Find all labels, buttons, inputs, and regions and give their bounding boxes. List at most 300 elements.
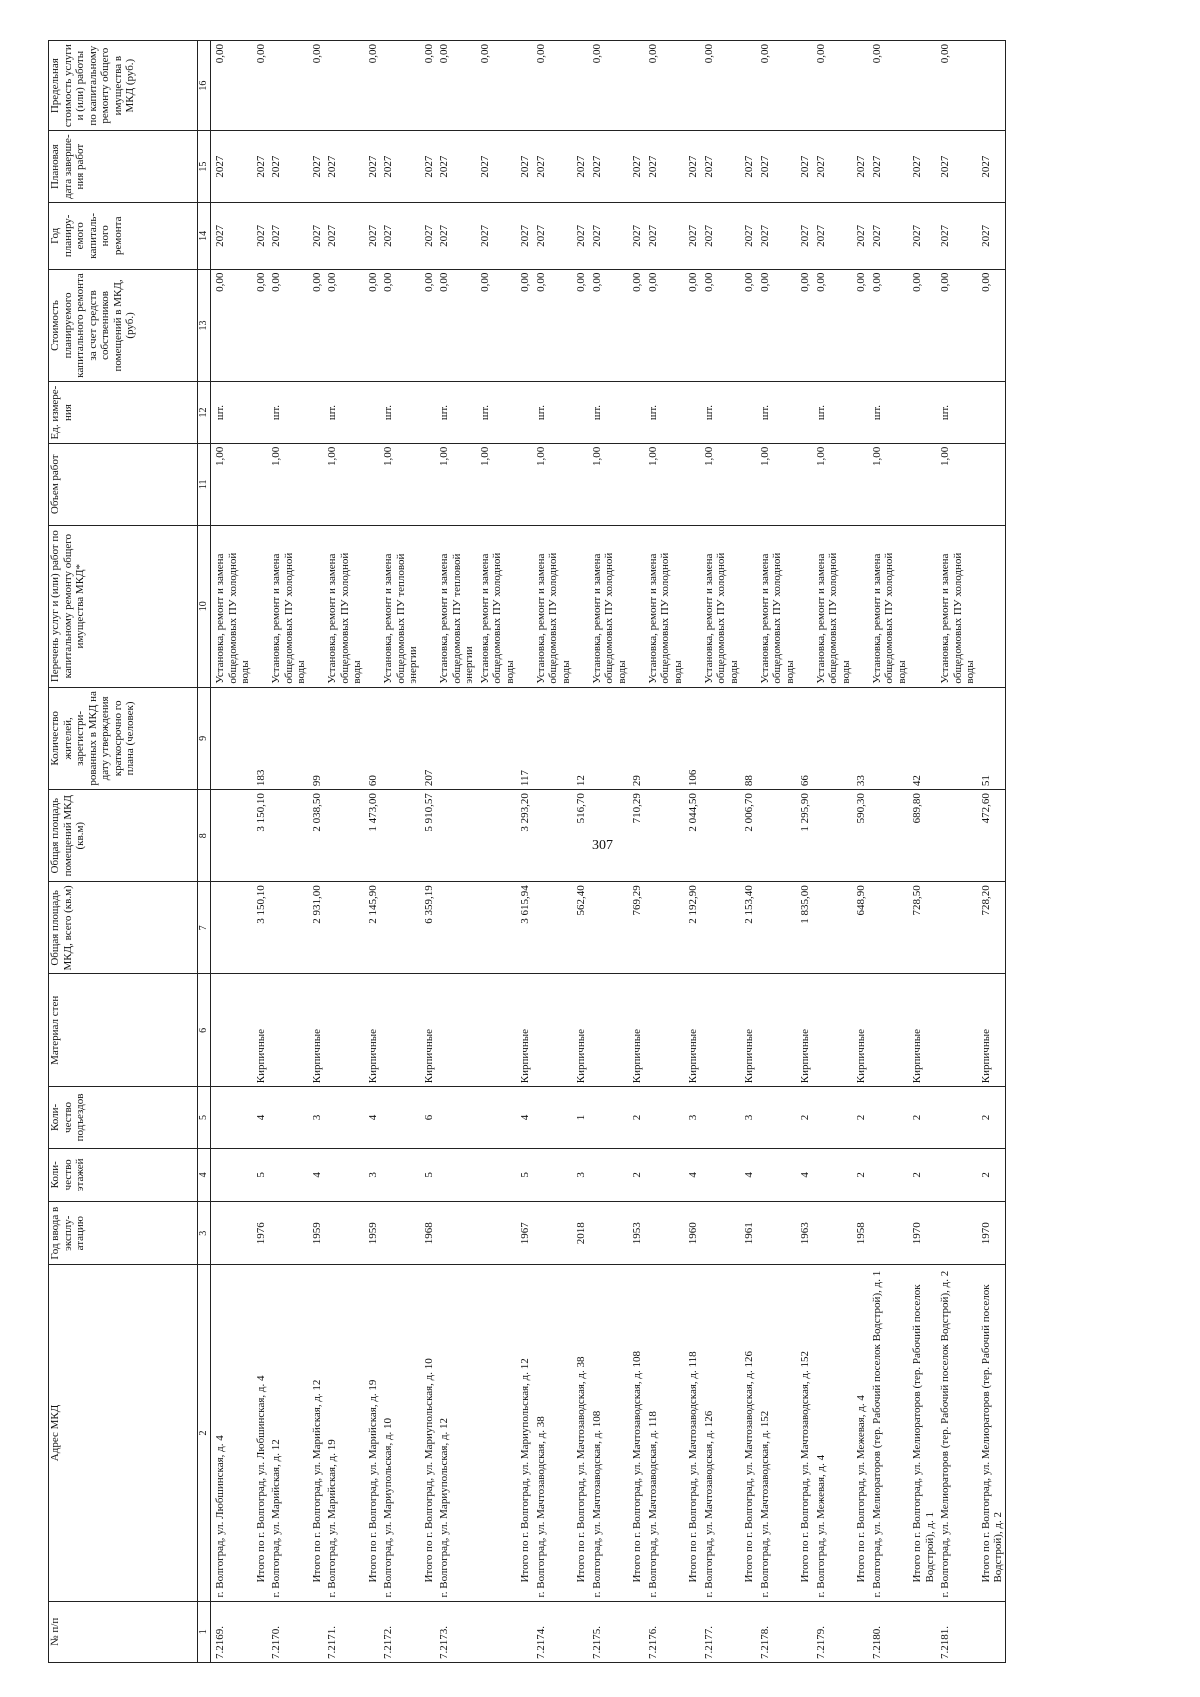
- limit-cost-cell: 0,00: [588, 41, 629, 131]
- wall-material-cell: Кирпичные: [516, 974, 532, 1087]
- end-date-cell: 2027: [211, 131, 252, 203]
- floors-cell: [936, 1148, 977, 1201]
- limit-cost-cell: 0,00: [364, 41, 380, 131]
- row-number: [516, 1601, 532, 1662]
- residents-cell: [936, 687, 977, 789]
- plan-year-cell: 2027: [756, 203, 797, 270]
- works-cell: [252, 525, 268, 687]
- floors-cell: [435, 1148, 476, 1201]
- entrances-cell: 6: [420, 1087, 436, 1148]
- unit-cell: [852, 382, 868, 443]
- column-number: 2: [198, 1265, 211, 1601]
- rooms-area-cell: [644, 790, 685, 882]
- table-row: [588, 41, 629, 1663]
- entrances-cell: 4: [252, 1087, 268, 1148]
- entrances-cell: [756, 1087, 797, 1148]
- entrances-cell: 3: [684, 1087, 700, 1148]
- works-cell: Установка, ремонт и замена общедомовых ПУ холодной воды: [812, 525, 853, 687]
- unit-cell: шт.: [379, 382, 420, 443]
- cost-cell: 0,00: [379, 269, 420, 382]
- end-date-cell: 2027: [977, 131, 1006, 203]
- year-cell: [435, 1201, 476, 1265]
- cost-cell: 0,00: [740, 269, 756, 382]
- end-date-cell: 2027: [756, 131, 797, 203]
- end-date-cell: 2027: [532, 131, 573, 203]
- floors-cell: [588, 1148, 629, 1201]
- rooms-area-cell: [379, 790, 420, 882]
- plan-year-cell: 2027: [267, 203, 308, 270]
- works-cell: [684, 525, 700, 687]
- subtotal-row: [252, 41, 268, 1663]
- works-cell: Установка, ремонт и замена общедомовых ПУ тепловой энергии: [379, 525, 420, 687]
- total-area-cell: [644, 882, 685, 974]
- residents-cell: 99: [308, 687, 324, 789]
- row-number: [796, 1601, 812, 1662]
- unit-cell: шт.: [756, 382, 797, 443]
- end-date-cell: 2027: [364, 131, 380, 203]
- floors-cell: 4: [684, 1148, 700, 1201]
- limit-cost-cell: 0,00: [644, 41, 685, 131]
- total-area-cell: [211, 882, 252, 974]
- works-cell: Установка, ремонт и замена общедомовых ПУ холодной воды: [532, 525, 573, 687]
- address-cell: Итого по г. Волгоград, ул. Мариупольская, д. 10: [420, 1265, 436, 1601]
- wall-material-cell: [868, 974, 909, 1087]
- floors-cell: [532, 1148, 573, 1201]
- residents-cell: [868, 687, 909, 789]
- address-cell: Итого по г. Волгоград, ул. Межевая, д. 4: [852, 1265, 868, 1601]
- table-row: [812, 41, 853, 1663]
- unit-cell: [628, 382, 644, 443]
- volume-cell: [684, 443, 700, 525]
- rotated-table-container: [48, 40, 1155, 1663]
- header-cell: Объем работ: [49, 443, 198, 525]
- entrances-cell: 3: [308, 1087, 324, 1148]
- entrances-cell: [700, 1087, 741, 1148]
- residents-cell: [700, 687, 741, 789]
- table-row: [532, 41, 573, 1663]
- limit-cost-cell: [977, 41, 1006, 131]
- plan-year-cell: 2027: [796, 203, 812, 270]
- table-row: [435, 41, 476, 1663]
- row-number: 7.2171.: [323, 1601, 364, 1662]
- limit-cost-cell: [852, 41, 868, 131]
- row-number: [852, 1601, 868, 1662]
- volume-cell: 1,00: [936, 443, 977, 525]
- header-cell: Предельная стоимость услуги и (или) работы по капитальному ремонту общего имущества в МКД (руб.): [49, 41, 198, 131]
- address-cell: [476, 1265, 517, 1601]
- cost-cell: 0,00: [308, 269, 324, 382]
- rooms-area-cell: 2 044,50: [684, 790, 700, 882]
- floors-cell: 4: [796, 1148, 812, 1201]
- entrances-cell: [868, 1087, 909, 1148]
- plan-year-cell: 2027: [644, 203, 685, 270]
- subtotal-row: [852, 41, 868, 1663]
- rooms-area-cell: [435, 790, 476, 882]
- total-area-cell: [267, 882, 308, 974]
- unit-cell: шт.: [211, 382, 252, 443]
- year-cell: 1960: [684, 1201, 700, 1265]
- header-cell: Материал стен: [49, 974, 198, 1087]
- unit-cell: [977, 382, 1006, 443]
- plan-year-cell: 2027: [516, 203, 532, 270]
- address-cell: Итого по г. Волгоград, ул. Мелиораторов (тер. Рабочий поселок Водстрой), д. 2: [977, 1265, 1006, 1601]
- floors-cell: [379, 1148, 420, 1201]
- works-cell: [908, 525, 936, 687]
- limit-cost-cell: [628, 41, 644, 131]
- volume-cell: 1,00: [211, 443, 252, 525]
- limit-cost-cell: 0,00: [252, 41, 268, 131]
- cost-cell: 0,00: [796, 269, 812, 382]
- entrances-cell: [812, 1087, 853, 1148]
- wall-material-cell: Кирпичные: [740, 974, 756, 1087]
- entrances-cell: [476, 1087, 517, 1148]
- address-cell: г. Волгоград, ул. Мариупольская, д. 12: [435, 1265, 476, 1601]
- row-number: [308, 1601, 324, 1662]
- subtotal-row: [628, 41, 644, 1663]
- works-cell: [977, 525, 1006, 687]
- volume-cell: [364, 443, 380, 525]
- total-area-cell: 3 615,94: [516, 882, 532, 974]
- floors-cell: [700, 1148, 741, 1201]
- cost-cell: 0,00: [364, 269, 380, 382]
- column-number: 5: [198, 1087, 211, 1148]
- plan-year-cell: 2027: [308, 203, 324, 270]
- floors-cell: [812, 1148, 853, 1201]
- address-cell: Итого по г. Волгоград, ул. Марийская, д. 12: [308, 1265, 324, 1601]
- unit-cell: шт.: [812, 382, 853, 443]
- year-cell: 1976: [252, 1201, 268, 1265]
- year-cell: [379, 1201, 420, 1265]
- row-number: 7.2180.: [868, 1601, 909, 1662]
- year-cell: [211, 1201, 252, 1265]
- subtotal-row: [977, 41, 1006, 1663]
- works-cell: [796, 525, 812, 687]
- unit-cell: шт.: [588, 382, 629, 443]
- wall-material-cell: Кирпичные: [252, 974, 268, 1087]
- address-cell: г. Волгоград, ул. Марийская, д. 12: [267, 1265, 308, 1601]
- wall-material-cell: [323, 974, 364, 1087]
- row-number: [684, 1601, 700, 1662]
- unit-cell: [572, 382, 588, 443]
- limit-cost-cell: 0,00: [868, 41, 909, 131]
- end-date-cell: 2027: [379, 131, 420, 203]
- entrances-cell: [267, 1087, 308, 1148]
- floors-cell: [756, 1148, 797, 1201]
- volume-cell: 1,00: [267, 443, 308, 525]
- column-number: 14: [198, 203, 211, 270]
- residents-cell: 29: [628, 687, 644, 789]
- cost-cell: 0,00: [267, 269, 308, 382]
- cost-cell: 0,00: [628, 269, 644, 382]
- end-date-cell: 2027: [323, 131, 364, 203]
- wall-material-cell: [267, 974, 308, 1087]
- rooms-area-cell: [588, 790, 629, 882]
- header-cell: Общая площадь МКД, всего (кв.м): [49, 882, 198, 974]
- row-number: [252, 1601, 268, 1662]
- floors-cell: 4: [308, 1148, 324, 1201]
- address-cell: Итого по г. Волгоград, ул. Мачтозаводская, д. 38: [572, 1265, 588, 1601]
- limit-cost-cell: 0,00: [308, 41, 324, 131]
- subtotal-row: [740, 41, 756, 1663]
- total-area-cell: 728,50: [908, 882, 936, 974]
- rooms-area-cell: 710,29: [628, 790, 644, 882]
- rooms-area-cell: 2 006,70: [740, 790, 756, 882]
- total-area-cell: [756, 882, 797, 974]
- address-cell: г. Волгоград, ул. Мачтозаводская, д. 108: [588, 1265, 629, 1601]
- rooms-area-cell: [323, 790, 364, 882]
- end-date-cell: 2027: [700, 131, 741, 203]
- cost-cell: 0,00: [516, 269, 532, 382]
- address-cell: г. Волгоград, ул. Мачтозаводская, д. 152: [756, 1265, 797, 1601]
- plan-year-cell: 2027: [476, 203, 517, 270]
- works-cell: Установка, ремонт и замена общедомовых ПУ холодной воды: [211, 525, 252, 687]
- total-area-cell: 6 359,19: [420, 882, 436, 974]
- works-cell: [308, 525, 324, 687]
- rooms-area-cell: [211, 790, 252, 882]
- limit-cost-cell: [516, 41, 532, 131]
- limit-cost-cell: [267, 41, 308, 131]
- total-area-cell: [476, 882, 517, 974]
- limit-cost-cell: [796, 41, 812, 131]
- year-cell: 1958: [852, 1201, 868, 1265]
- rooms-area-cell: 472,60: [977, 790, 1006, 882]
- row-number: 7.2175.: [588, 1601, 629, 1662]
- table-row: [476, 41, 517, 1663]
- floors-cell: 5: [516, 1148, 532, 1201]
- cost-cell: 0,00: [908, 269, 936, 382]
- residents-cell: 12: [572, 687, 588, 789]
- address-cell: г. Волгоград, ул. Мачтозаводская, д. 118: [644, 1265, 685, 1601]
- address-cell: г. Волгоград, ул. Любшинская, д. 4: [211, 1265, 252, 1601]
- rooms-area-cell: [812, 790, 853, 882]
- plan-year-cell: 2027: [252, 203, 268, 270]
- column-number: 11: [198, 443, 211, 525]
- entrances-cell: 2: [796, 1087, 812, 1148]
- row-number: [364, 1601, 380, 1662]
- residents-cell: [644, 687, 685, 789]
- header-cell: Перечень услуг и (или) работ по капитальному ремонту общего имущества МКД*: [49, 525, 198, 687]
- residents-cell: [532, 687, 573, 789]
- plan-year-cell: 2027: [364, 203, 380, 270]
- unit-cell: [364, 382, 380, 443]
- cost-cell: 0,00: [476, 269, 517, 382]
- total-area-cell: [700, 882, 741, 974]
- unit-cell: шт.: [936, 382, 977, 443]
- table-row: [700, 41, 741, 1663]
- unit-cell: [740, 382, 756, 443]
- works-cell: [420, 525, 436, 687]
- column-number: 6: [198, 974, 211, 1087]
- column-number: 10: [198, 525, 211, 687]
- address-cell: г. Волгоград, ул. Межевая, д. 4: [812, 1265, 853, 1601]
- cost-cell: 0,00: [420, 269, 436, 382]
- plan-year-cell: 2027: [936, 203, 977, 270]
- column-number: 13: [198, 269, 211, 382]
- header-cell: Количество жителей, зарегистри-рованных в МКД на дату утверждения краткосрочно го плана (человек): [49, 687, 198, 789]
- subtotal-row: [516, 41, 532, 1663]
- works-cell: Установка, ремонт и замена общедомовых ПУ холодной воды: [936, 525, 977, 687]
- rooms-area-cell: 1 473,00: [364, 790, 380, 882]
- row-number: 7.2174.: [532, 1601, 573, 1662]
- total-area-cell: 2 145,90: [364, 882, 380, 974]
- wall-material-cell: [700, 974, 741, 1087]
- volume-cell: 1,00: [476, 443, 517, 525]
- residents-cell: 106: [684, 687, 700, 789]
- limit-cost-cell: [740, 41, 756, 131]
- unit-cell: шт.: [267, 382, 308, 443]
- cost-cell: 0,00: [532, 269, 573, 382]
- entrances-cell: 2: [977, 1087, 1006, 1148]
- floors-cell: 5: [420, 1148, 436, 1201]
- floors-cell: [868, 1148, 909, 1201]
- rooms-area-cell: 516,70: [572, 790, 588, 882]
- works-cell: [852, 525, 868, 687]
- end-date-cell: 2027: [908, 131, 936, 203]
- year-cell: 1970: [908, 1201, 936, 1265]
- address-cell: Итого по г. Волгоград, ул. Мариупольская, д. 12: [516, 1265, 532, 1601]
- column-number: 16: [198, 41, 211, 131]
- entrances-cell: [379, 1087, 420, 1148]
- wall-material-cell: Кирпичные: [420, 974, 436, 1087]
- rooms-area-cell: 5 910,57: [420, 790, 436, 882]
- limit-cost-cell: 0,00: [211, 41, 252, 131]
- header-cell: Общая площадь помещений МКД (кв.м): [49, 790, 198, 882]
- residents-cell: 66: [796, 687, 812, 789]
- end-date-cell: 2027: [572, 131, 588, 203]
- total-area-cell: 562,40: [572, 882, 588, 974]
- year-cell: 1961: [740, 1201, 756, 1265]
- total-area-cell: 769,29: [628, 882, 644, 974]
- residents-cell: 183: [252, 687, 268, 789]
- page-number: 307: [592, 838, 613, 853]
- residents-cell: [476, 687, 517, 789]
- end-date-cell: 2027: [420, 131, 436, 203]
- plan-year-cell: 2027: [700, 203, 741, 270]
- residents-cell: 207: [420, 687, 436, 789]
- table-row: [756, 41, 797, 1663]
- year-cell: [588, 1201, 629, 1265]
- address-cell: г. Волгоград, ул. Марийская, д. 19: [323, 1265, 364, 1601]
- wall-material-cell: Кирпичные: [628, 974, 644, 1087]
- works-cell: Установка, ремонт и замена общедомовых ПУ холодной воды: [267, 525, 308, 687]
- year-cell: 1963: [796, 1201, 812, 1265]
- rooms-area-cell: [936, 790, 977, 882]
- wall-material-cell: [435, 974, 476, 1087]
- entrances-cell: [323, 1087, 364, 1148]
- row-number: 7.2177.: [700, 1601, 741, 1662]
- year-cell: [868, 1201, 909, 1265]
- end-date-cell: 2027: [644, 131, 685, 203]
- header-cell: Коли-чество этажей: [49, 1148, 198, 1201]
- address-cell: Итого по г. Волгоград, ул. Марийская, д. 19: [364, 1265, 380, 1601]
- volume-cell: 1,00: [868, 443, 909, 525]
- cost-cell: 0,00: [435, 269, 476, 382]
- total-area-cell: [323, 882, 364, 974]
- header-cell: Стоимость планируемого капитального ремонта за счет средств собственников помещений в МКД, (руб.): [49, 269, 198, 382]
- subtotal-row: [572, 41, 588, 1663]
- residents-cell: [435, 687, 476, 789]
- year-cell: [756, 1201, 797, 1265]
- header-cell: Плановая дата заверше-ния работ: [49, 131, 198, 203]
- end-date-cell: 2027: [435, 131, 476, 203]
- address-cell: Итого по г. Волгоград, ул. Мачтозаводская, д. 118: [684, 1265, 700, 1601]
- works-cell: Установка, ремонт и замена общедомовых ПУ холодной воды: [756, 525, 797, 687]
- plan-year-cell: 2027: [740, 203, 756, 270]
- floors-cell: 2: [977, 1148, 1006, 1201]
- wall-material-cell: Кирпичные: [364, 974, 380, 1087]
- year-cell: [812, 1201, 853, 1265]
- cost-cell: 0,00: [211, 269, 252, 382]
- year-cell: [700, 1201, 741, 1265]
- limit-cost-cell: 0,00: [756, 41, 797, 131]
- year-cell: [267, 1201, 308, 1265]
- entrances-cell: 4: [516, 1087, 532, 1148]
- plan-year-cell: 2027: [812, 203, 853, 270]
- total-area-cell: [936, 882, 977, 974]
- end-date-cell: 2027: [936, 131, 977, 203]
- floors-cell: 2: [628, 1148, 644, 1201]
- header-row: [49, 41, 198, 1663]
- total-area-cell: 648,90: [852, 882, 868, 974]
- plan-year-cell: 2027: [977, 203, 1006, 270]
- plan-year-cell: 2027: [628, 203, 644, 270]
- rooms-area-cell: [868, 790, 909, 882]
- limit-cost-cell: 0,00: [700, 41, 741, 131]
- entrances-cell: 2: [852, 1087, 868, 1148]
- end-date-cell: 2027: [740, 131, 756, 203]
- unit-cell: [796, 382, 812, 443]
- total-area-cell: 1 835,00: [796, 882, 812, 974]
- end-date-cell: 2027: [868, 131, 909, 203]
- total-area-cell: [812, 882, 853, 974]
- limit-cost-cell: [908, 41, 936, 131]
- address-cell: Итого по г. Волгоград, ул. Мачтозаводская, д. 108: [628, 1265, 644, 1601]
- end-date-cell: 2027: [796, 131, 812, 203]
- end-date-cell: 2027: [267, 131, 308, 203]
- works-cell: Установка, ремонт и замена общедомовых ПУ холодной воды: [476, 525, 517, 687]
- unit-cell: [516, 382, 532, 443]
- works-cell: Установка, ремонт и замена общедомовых ПУ холодной воды: [588, 525, 629, 687]
- table-row: [267, 41, 308, 1663]
- column-number: 3: [198, 1201, 211, 1265]
- year-cell: [476, 1201, 517, 1265]
- table-row: [211, 41, 252, 1663]
- rooms-area-cell: [476, 790, 517, 882]
- total-area-cell: 728,20: [977, 882, 1006, 974]
- unit-cell: шт.: [323, 382, 364, 443]
- row-number: 7.2179.: [812, 1601, 853, 1662]
- limit-cost-cell: [572, 41, 588, 131]
- limit-cost-cell: 0,00: [435, 41, 476, 131]
- cost-cell: 0,00: [572, 269, 588, 382]
- rooms-area-cell: 590,30: [852, 790, 868, 882]
- cost-cell: 0,00: [936, 269, 977, 382]
- residents-cell: 42: [908, 687, 936, 789]
- entrances-cell: 1: [572, 1087, 588, 1148]
- floors-cell: 5: [252, 1148, 268, 1201]
- floors-cell: [476, 1148, 517, 1201]
- table-row: [644, 41, 685, 1663]
- address-cell: Итого по г. Волгоград, ул. Мачтозаводская, д. 152: [796, 1265, 812, 1601]
- row-number: [908, 1601, 936, 1662]
- subtotal-row: [420, 41, 436, 1663]
- table-row: [323, 41, 364, 1663]
- total-area-cell: 3 150,10: [252, 882, 268, 974]
- entrances-cell: 3: [740, 1087, 756, 1148]
- unit-cell: [252, 382, 268, 443]
- works-cell: [516, 525, 532, 687]
- entrances-cell: [211, 1087, 252, 1148]
